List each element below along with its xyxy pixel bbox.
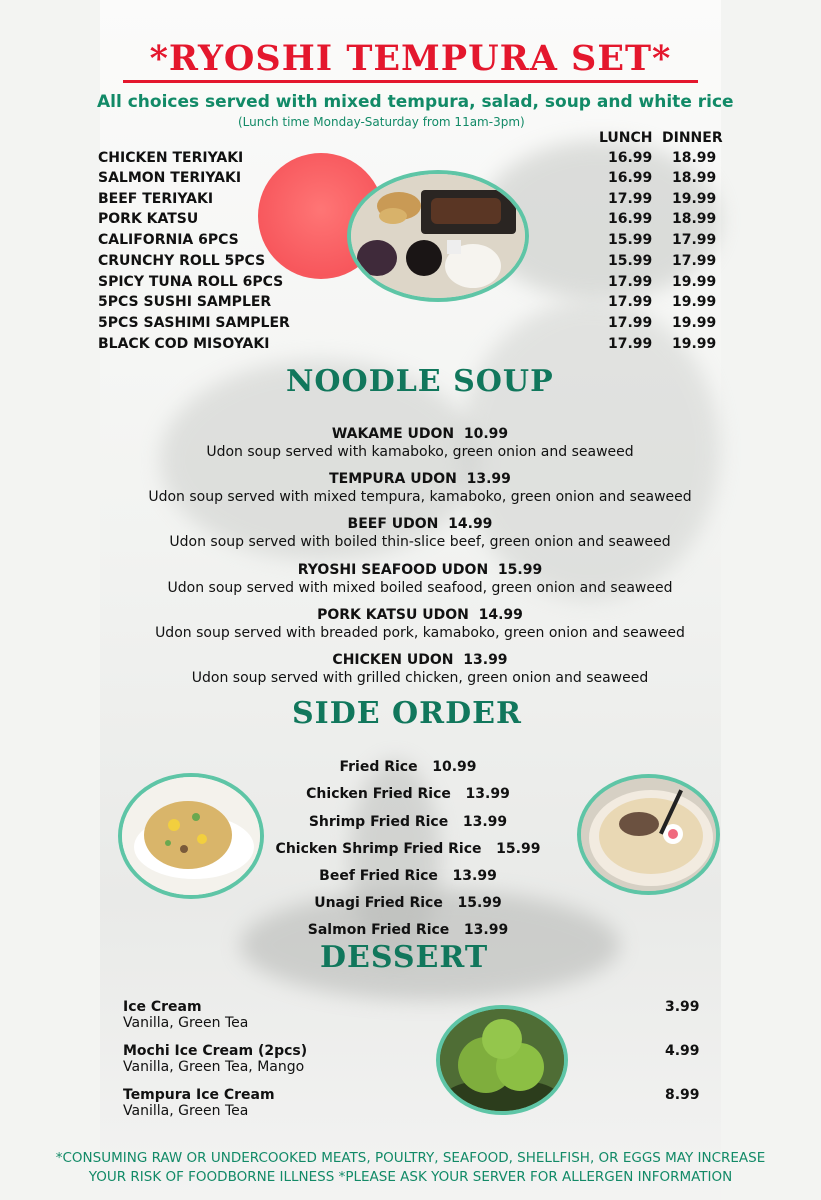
tempura-set-row [98,150,717,170]
item-name: CRUNCHY ROLL 5PCS [98,253,266,269]
noodle-soup-heading: NOODLE SOUP [286,364,554,399]
udon-price: 13.99 [463,652,508,668]
item-name: SALMON TERIYAKI [98,170,242,186]
fried-rice-illustration [122,777,260,895]
dessert-name: Ice Cream [123,999,202,1015]
dessert-item [123,1043,703,1075]
side-price: 13.99 [463,922,509,938]
disclaimer-line: YOUR RISK OF FOODBORNE ILLNESS *PLEASE ASK YOUR SERVER FOR ALLERGEN INFORMATION [88,1169,733,1185]
dessert-heading: DESSERT [320,940,489,975]
item-name: 5PCS SASHIMI SAMPLER [98,315,290,331]
side-price: 13.99 [465,786,510,802]
dessert-item [123,999,703,1031]
dinner-price: 19.99 [672,274,717,290]
side-order-row [258,922,558,938]
item-name: CHICKEN TERIYAKI [98,150,244,166]
side-price: 15.99 [496,841,541,857]
side-name: Salmon Fried Rice [307,922,450,938]
item-name: CALIFORNIA 6PCS [98,232,239,248]
side-name: Chicken Fried Rice [306,786,451,802]
dinner-price: 17.99 [672,232,717,248]
dessert-flavors: Vanilla, Green Tea, Mango [123,1059,305,1075]
item-name: SPICY TUNA ROLL 6PCS [98,274,284,290]
udon-item [100,516,740,552]
side-order-row [258,895,558,911]
item-name: 5PCS SUSHI SAMPLER [98,294,272,310]
dessert-flavors: Vanilla, Green Tea [123,1015,249,1031]
udon-name: BEEF UDON [347,516,439,532]
udon-description: Udon soup served with mixed tempura, kamaboko, green onion and seaweed [148,489,692,505]
lunch-hours-note: (Lunch time Monday-Saturday from 11am-3pm) [238,115,525,129]
dessert-price: 3.99 [665,999,700,1015]
udon-price: 10.99 [463,426,509,442]
dinner-price: 19.99 [672,294,717,310]
side-price: 13.99 [462,814,508,830]
side-name: Fried Rice [339,759,418,775]
fried-rice-photo [118,773,264,899]
side-price: 15.99 [457,895,502,911]
udon-price: 13.99 [466,471,511,487]
udon-name: WAKAME UDON [331,426,455,442]
dessert-name: Tempura Ice Cream [123,1087,275,1103]
dessert-price: 8.99 [665,1087,700,1103]
tempura-set-row [98,315,717,335]
tempura-set-photo [347,170,529,302]
item-name: BEEF TERIYAKI [98,191,214,207]
item-name: PORK KATSU [98,211,199,227]
udon-description: Udon soup served with kamaboko, green onion and seaweed [206,444,634,460]
udon-description: Udon soup served with mixed boiled seafood, green onion and seaweed [167,580,673,596]
lunch-column-header: LUNCH [599,130,653,146]
side-name: Unagi Fried Rice [314,895,443,911]
tempura-set-illustration [351,174,525,298]
udon-bowl-illustration [581,778,716,891]
udon-description: Udon soup served with boiled thin-slice beef, green onion and seaweed [169,534,671,550]
side-order-row [258,786,558,802]
tempura-set-row [98,336,717,356]
lunch-price: 17.99 [608,274,653,290]
udon-name: CHICKEN UDON [332,652,454,668]
dessert-name: Mochi Ice Cream (2pcs) [123,1043,308,1059]
tempura-set-title: *RYOSHI TEMPURA SET* [149,38,672,79]
title-underline [123,80,698,83]
lunch-price: 17.99 [608,336,653,352]
udon-item [100,652,740,688]
lunch-price: 16.99 [608,170,653,186]
udon-item [100,607,740,643]
udon-price: 15.99 [497,562,543,578]
lunch-price: 16.99 [608,211,653,227]
lunch-price: 15.99 [608,253,653,269]
lunch-price: 17.99 [608,191,653,207]
side-order-heading: SIDE ORDER [292,696,522,731]
dinner-price: 18.99 [672,211,717,227]
dinner-price: 19.99 [672,191,717,207]
side-price: 13.99 [452,868,497,884]
udon-item [100,562,740,598]
lunch-price: 16.99 [608,150,653,166]
udon-description: Udon soup served with breaded pork, kamaboko, green onion and seaweed [155,625,685,641]
tempura-set-subtitle: All choices served with mixed tempura, salad, soup and white rice [97,92,734,112]
dinner-price: 18.99 [672,150,717,166]
dinner-column-header: DINNER [662,130,723,146]
lunch-price: 15.99 [608,232,653,248]
udon-name: RYOSHI SEAFOOD UDON [297,562,489,578]
side-price: 10.99 [432,759,477,775]
side-name: Chicken Shrimp Fried Rice [275,841,482,857]
item-name: BLACK COD MISOYAKI [98,336,270,352]
lunch-price: 17.99 [608,294,653,310]
udon-name: TEMPURA UDON [329,471,457,487]
dinner-price: 19.99 [672,336,717,352]
dinner-price: 17.99 [672,253,717,269]
dessert-item [123,1087,703,1119]
side-name: Beef Fried Rice [319,868,438,884]
udon-price: 14.99 [448,516,493,532]
side-order-row [258,814,558,830]
side-order-row [258,759,558,775]
dessert-flavors: Vanilla, Green Tea [123,1103,249,1119]
food-safety-disclaimer [0,1149,821,1187]
udon-bowl-photo [577,774,720,895]
udon-price: 14.99 [478,607,523,623]
udon-item [100,426,740,462]
udon-item [100,471,740,507]
dinner-price: 19.99 [672,315,717,331]
side-order-row [258,868,558,884]
lunch-price: 17.99 [608,315,653,331]
udon-name: PORK KATSU UDON [317,607,469,623]
dinner-price: 18.99 [672,170,717,186]
side-order-row [258,841,558,857]
udon-description: Udon soup served with grilled chicken, green onion and seaweed [191,670,649,686]
dessert-price: 4.99 [665,1043,700,1059]
disclaimer-line: *CONSUMING RAW OR UNDERCOOKED MEATS, POULTRY, SEAFOOD, SHELLFISH, OR EGGS MAY INCREASE [55,1150,766,1166]
side-name: Shrimp Fried Rice [308,814,449,830]
